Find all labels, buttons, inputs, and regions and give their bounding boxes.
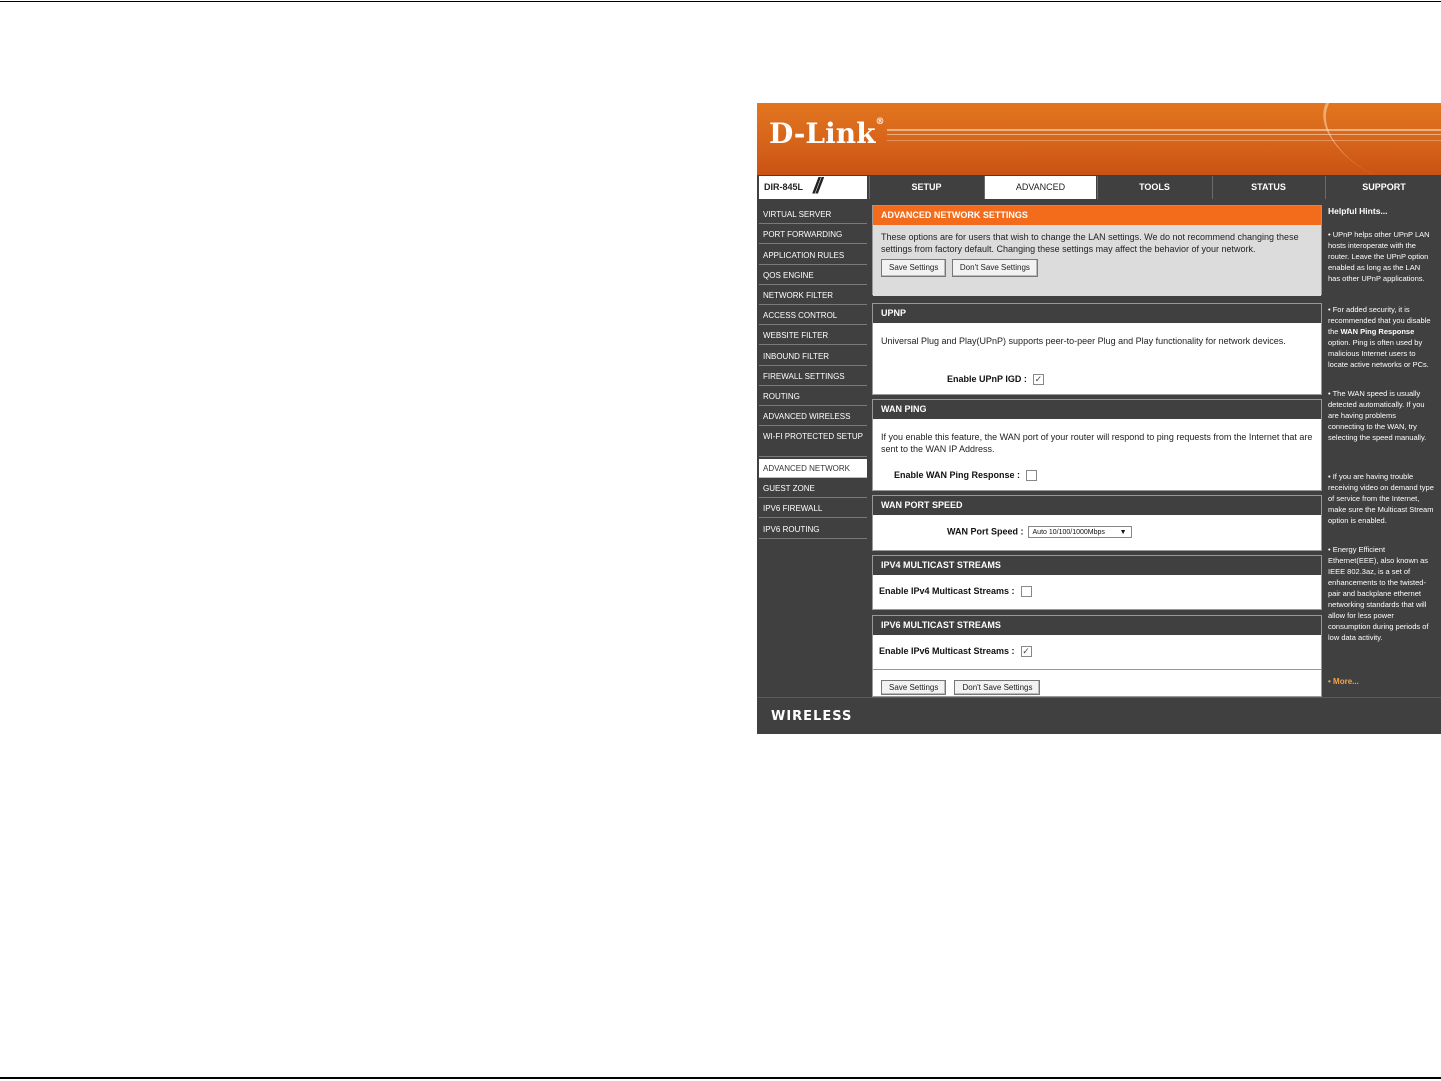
intro-section: [872, 205, 1322, 295]
helpful-hints-panel: [1325, 200, 1441, 697]
hint-upnp: • UPnP helps other UPnP LAN hosts interoperate with the router. Leave the UPnP option enabled as long as the LAN has other UPnP applications.: [1328, 230, 1430, 283]
hint-wan-ping: • For added security, it is recommended that you disable the WAN Ping Response option. Ping is often used by malicious Internet users to locate active networks or PCs.: [1328, 305, 1431, 369]
sidebar-item-port-forwarding[interactable]: PORT FORWARDING: [759, 225, 867, 244]
bottom-dont-save-settings-button[interactable]: Don't Save Settings: [954, 680, 1040, 695]
chevron-down-icon: ▼: [1119, 529, 1127, 536]
sidebar-item-inbound-filter[interactable]: INBOUND FILTER: [759, 347, 867, 366]
upnp-description: Universal Plug and Play(UPnP) supports peer-to-peer Plug and Play functionality for network devices.: [881, 336, 1286, 346]
wan-ping-label: Enable WAN Ping Response :: [894, 470, 1021, 480]
tab-support[interactable]: SUPPORT: [1325, 176, 1441, 199]
dont-save-settings-button[interactable]: Don't Save Settings: [952, 259, 1038, 277]
wireless-footer-logo: WIRELESS: [771, 709, 853, 724]
intro-text: These options are for users that wish to change the LAN settings. We do not recommend changing these settings from factory default. Changing these settings may affect the behavior of your network.: [881, 232, 1299, 254]
sidebar-item-firewall-settings[interactable]: FIREWALL SETTINGS: [759, 367, 867, 386]
model-label: DIR-845L: [764, 182, 804, 192]
bottom-buttons-row: [872, 670, 1322, 697]
ipv6-multicast-checkbox[interactable]: ✓: [1022, 646, 1030, 657]
hints-title: Helpful Hints...: [1328, 206, 1388, 216]
save-settings-button[interactable]: Save Settings: [881, 259, 946, 277]
sidebar-item-routing[interactable]: ROUTING: [759, 387, 867, 406]
tab-tools[interactable]: TOOLS: [1097, 176, 1211, 199]
top-rule: [0, 1, 1441, 2]
sidebar-item-access-control[interactable]: ACCESS CONTROL: [759, 306, 867, 325]
wan-ping-section: [872, 399, 1322, 491]
intro-title: ADVANCED NETWORK SETTINGS: [873, 206, 1321, 225]
tab-bar: [757, 175, 1441, 200]
ipv6-multicast-label: Enable IPv6 Multicast Streams :: [879, 646, 1015, 656]
sidebar-menu: [757, 200, 867, 697]
sidebar-item-advanced-network[interactable]: ADVANCED NETWORK: [759, 459, 867, 478]
sidebar-item-virtual-server[interactable]: VIRTUAL SERVER: [759, 205, 867, 224]
sidebar-item-ipv6-routing[interactable]: IPV6 ROUTING: [759, 520, 867, 539]
ipv4-multicast-checkbox[interactable]: [1021, 586, 1032, 597]
tab-setup[interactable]: SETUP: [869, 176, 983, 199]
more-link[interactable]: • More...: [1328, 677, 1359, 686]
sidebar-item-wifi-protected-setup[interactable]: WI-FI PROTECTED SETUP: [759, 427, 867, 457]
bottom-rule: [0, 1077, 1441, 1079]
dlink-logo: D-Link®: [769, 117, 885, 150]
sidebar-item-qos-engine[interactable]: QOS ENGINE: [759, 266, 867, 285]
router-admin-screenshot: [757, 103, 1441, 734]
wan-ping-title: WAN PING: [873, 400, 1321, 419]
ipv4-multicast-title: IPV4 MULTICAST STREAMS: [873, 556, 1321, 575]
ipv4-multicast-label: Enable IPv4 Multicast Streams :: [879, 586, 1015, 596]
tab-status[interactable]: STATUS: [1212, 176, 1324, 199]
sidebar-item-application-rules[interactable]: APPLICATION RULES: [759, 246, 867, 265]
sidebar-item-advanced-wireless[interactable]: ADVANCED WIRELESS: [759, 407, 867, 426]
wan-port-speed-select[interactable]: Auto 10/100/1000Mbps ▼: [1028, 526, 1132, 538]
sidebar-item-website-filter[interactable]: WEBSITE FILTER: [759, 326, 867, 345]
wan-port-speed-section: [872, 495, 1322, 551]
sidebar-item-network-filter[interactable]: NETWORK FILTER: [759, 286, 867, 305]
ipv6-multicast-title: IPV6 MULTICAST STREAMS: [873, 616, 1321, 635]
wan-port-speed-title: WAN PORT SPEED: [873, 496, 1321, 515]
footer-bar: [757, 697, 1441, 734]
hint-eee: • Energy Efficient Ethernet(EEE), also known as IEEE 802.3az, is a set of enhancements to the twisted-pair and backplane ethernet networking standards that will allow for less power consumption during periods of low data activity.: [1328, 545, 1429, 642]
header-banner: [757, 103, 1441, 175]
wan-ping-checkbox[interactable]: [1026, 470, 1037, 481]
upnp-label: Enable UPnP IGD :: [947, 374, 1027, 384]
upnp-section: [872, 303, 1322, 395]
ipv4-multicast-section: [872, 555, 1322, 610]
ipv6-multicast-section: [872, 615, 1322, 670]
wan-ping-description: If you enable this feature, the WAN port of your router will respond to ping requests from the Internet that are sent to the WAN IP Address.: [881, 432, 1313, 454]
model-badge: DIR-845L //: [759, 176, 867, 199]
hint-wan-speed: • The WAN speed is usually detected automatically. If you are having problems connecting to the WAN, try selecting the speed manually.: [1328, 389, 1427, 442]
upnp-title: UPNP: [873, 304, 1321, 323]
sidebar-item-ipv6-firewall[interactable]: IPV6 FIREWALL: [759, 499, 867, 518]
hint-multicast: • If you are having trouble receiving video on demand type of service from the Internet, make sure the Multicast Stream option is enabled.: [1328, 472, 1434, 525]
sidebar-item-guest-zone[interactable]: GUEST ZONE: [759, 479, 867, 498]
bottom-save-settings-button[interactable]: Save Settings: [881, 680, 946, 695]
wan-port-speed-label: WAN Port Speed :: [947, 526, 1024, 537]
tab-advanced[interactable]: ADVANCED: [984, 176, 1096, 199]
upnp-checkbox[interactable]: ✓: [1034, 374, 1043, 385]
main-content: [869, 200, 1324, 697]
